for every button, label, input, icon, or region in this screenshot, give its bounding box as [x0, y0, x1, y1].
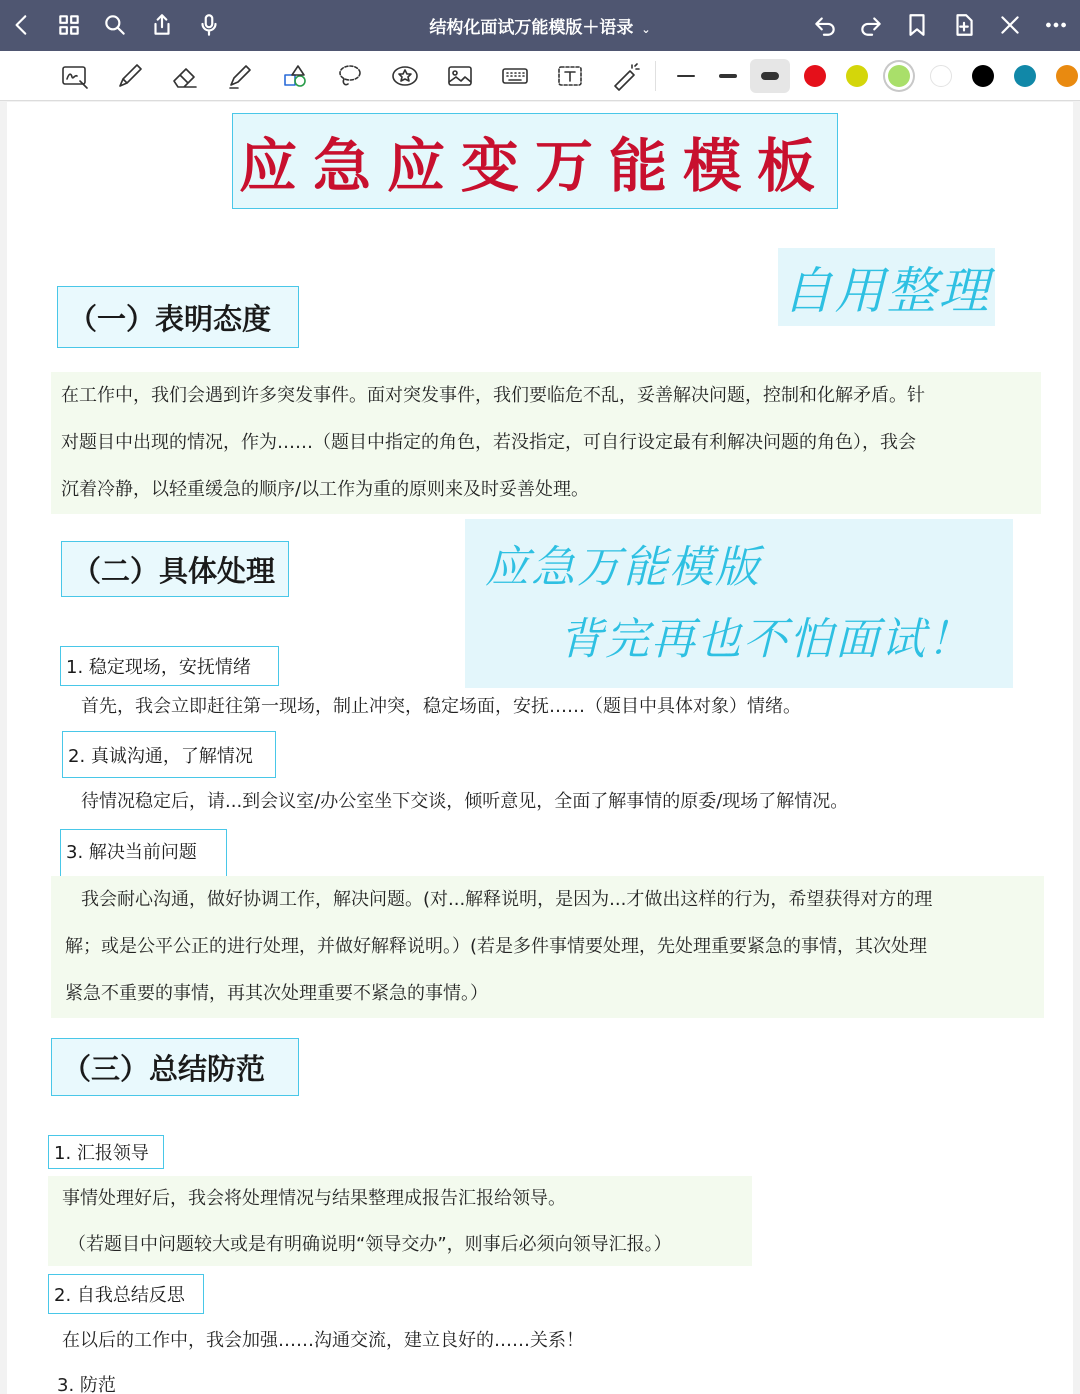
section-2-title: （二）具体处理	[61, 541, 289, 597]
section-3-item-1-line-1: 事情处理好后，我会将处理情况与结果整理成报告汇报给领导。	[62, 1188, 566, 1209]
stroke-thin-button[interactable]	[666, 59, 706, 93]
section-3-item-2-body: 在以后的工作中，我会加强……沟通交流，建立良好的……关系！	[62, 1330, 584, 1351]
color-yellow-swatch[interactable]	[846, 65, 868, 87]
section-2-item-3-body	[51, 876, 1044, 1018]
undo-icon[interactable]	[807, 7, 843, 43]
section-2-item-3-label: 3. 解决当前问题	[60, 829, 227, 879]
handwritten-note-line-2: 背完再也不怕面试！	[559, 614, 973, 665]
tool-bar	[0, 51, 1080, 101]
section-1-body	[51, 372, 1041, 514]
redo-icon[interactable]	[853, 7, 889, 43]
shapes-icon[interactable]	[278, 59, 312, 93]
section-2-item-3-line-3: 紧急不重要的事情，再其次处理重要不紧急的事情。）	[65, 983, 488, 1004]
handwritten-note-line-1: 应急万能模版	[485, 542, 761, 593]
color-white-swatch[interactable]	[930, 65, 952, 87]
toolbar-divider	[655, 61, 656, 91]
note-page[interactable]	[7, 102, 1073, 1394]
keyboard-icon[interactable]	[498, 59, 532, 93]
section-2-item-3-line-2: 解；或是公平公正的进行处理，并做好解释说明。）(若是多件事情要处理，先处理重要紧急的事情，其次处理	[65, 936, 928, 957]
color-lightgreen-swatch[interactable]	[888, 65, 910, 87]
section-3-item-1-line-2: （若题目中问题较大或是有明确说明“领导交办”，则事后必须向领导汇报。）	[68, 1234, 672, 1255]
section-1-line-3: 沉着冷静，以轻重缓急的顺序/以工作为重的原则来及时妥善处理。	[61, 479, 590, 500]
color-teal-swatch[interactable]	[1014, 65, 1036, 87]
section-3-item-2-label: 2. 自我总结反思	[48, 1274, 204, 1314]
color-red-swatch[interactable]	[804, 65, 826, 87]
handwritten-note-top[interactable]: 自用整理	[778, 248, 995, 326]
handwritten-note-middle[interactable]	[465, 519, 1013, 688]
image-icon[interactable]	[443, 59, 477, 93]
bookmark-icon[interactable]	[899, 7, 935, 43]
section-2-item-3-line-1: 我会耐心沟通，做好协调工作，解决问题。(对...解释说明，是因为...才做出这样的行为，希望获得对方的理	[81, 889, 933, 910]
stroke-thick-button[interactable]	[750, 59, 790, 93]
section-3-title: （三）总结防范	[51, 1038, 299, 1096]
section-2-item-1-label: 1. 稳定现场，安抚情绪	[60, 646, 279, 686]
highlighter-icon[interactable]	[223, 59, 257, 93]
text-box-icon[interactable]	[553, 59, 587, 93]
section-3-item-3-label: 3. 防范	[57, 1375, 116, 1394]
document-title-text: 结构化面试万能模版＋语录	[429, 18, 634, 38]
section-2-item-1-body: 首先，我会立即赶往第一现场，制止冲突，稳定场面，安抚……（题目中具体对象）情绪。	[81, 696, 801, 717]
handwriting-recognition-icon[interactable]	[58, 59, 92, 93]
sticker-icon[interactable]	[388, 59, 422, 93]
section-1-title: （一）表明态度	[57, 286, 299, 348]
section-3-item-1-label: 1. 汇报领导	[48, 1135, 164, 1169]
section-3-item-1-body	[48, 1176, 752, 1266]
close-fullscreen-icon[interactable]	[992, 7, 1028, 43]
laser-pointer-icon[interactable]	[608, 59, 642, 93]
section-2-item-2-label: 2. 真诚沟通，了解情况	[62, 731, 276, 778]
section-1-line-1: 在工作中，我们会遇到许多突发事件。面对突发事件，我们要临危不乱，妥善解决问题，控制和化解矛盾。针	[61, 385, 925, 406]
pen-icon[interactable]	[113, 59, 147, 93]
add-page-icon[interactable]	[946, 7, 982, 43]
title-bar	[0, 0, 1080, 51]
section-2-item-2-body: 待情况稳定后，请...到会议室/办公室坐下交谈，倾听意见，全面了解事情的原委/现场了解情况。	[81, 791, 849, 812]
document-heading	[232, 113, 838, 209]
eraser-icon[interactable]	[168, 59, 202, 93]
more-icon[interactable]	[1038, 7, 1074, 43]
document-heading-text: 应急应变万能模板	[238, 132, 831, 200]
stroke-medium-button[interactable]	[708, 59, 748, 93]
color-orange-swatch[interactable]	[1056, 65, 1078, 87]
section-1-line-2: 对题目中出现的情况，作为……（题目中指定的角色，若没指定，可自行设定最有利解决问题的角色），我会	[61, 432, 916, 453]
color-black-swatch[interactable]	[972, 65, 994, 87]
lasso-icon[interactable]	[333, 59, 367, 93]
chevron-down-icon: ⌄	[641, 23, 651, 36]
